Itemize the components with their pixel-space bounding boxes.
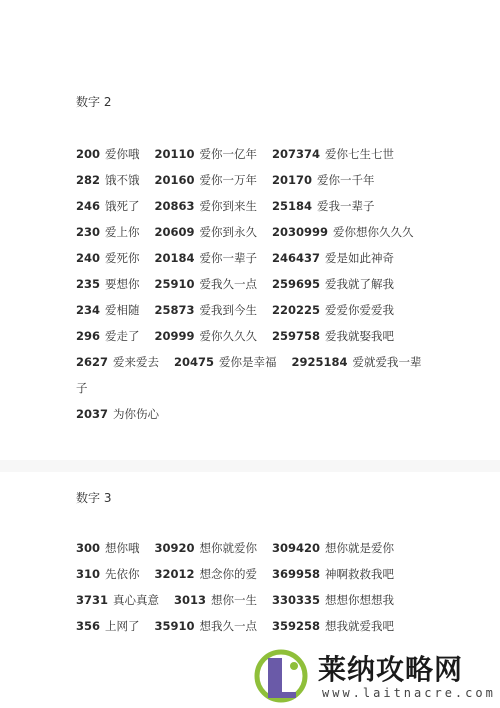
phrase-item (155, 567, 273, 581)
phrase-number: 20609 (154, 225, 195, 239)
phrase-number: 25184 (272, 199, 313, 213)
phrase-number: 2030999 (272, 225, 329, 239)
watermark-title: 莱纳攻略网 (318, 653, 464, 686)
phrase-number: 220225 (272, 303, 321, 317)
phrase-number: 235 (76, 277, 101, 291)
phrase-item (76, 199, 155, 213)
phrase-meaning: 爱就爱我一辈 (352, 355, 422, 369)
phrase-number: 259758 (272, 329, 321, 343)
phrase-number: 246 (76, 199, 101, 213)
phrase-number: 200 (76, 147, 101, 161)
phrase-item (272, 199, 375, 213)
phrase-number: 20475 (174, 355, 215, 369)
phrase-number: 32012 (154, 567, 195, 581)
phrase-item (76, 355, 174, 369)
phrase-meaning: 爱死你 (105, 251, 140, 265)
phrase-item (272, 541, 394, 555)
phrase-item (155, 225, 273, 239)
phrase-meaning: 爱你一辈子 (199, 251, 258, 265)
phrase-meaning: 爱你一千年 (317, 173, 375, 187)
phrase-meaning: 爱走了 (105, 329, 140, 343)
phrase-item (155, 147, 273, 161)
phrase-item (272, 593, 394, 607)
phrase-item (155, 541, 273, 555)
phrase-item (272, 225, 414, 239)
section-heading: 数字 3 (76, 491, 112, 505)
phrase-meaning: 神啊救救我吧 (325, 567, 395, 581)
phrase-number: 20863 (154, 199, 195, 213)
phrase-number: 234 (76, 303, 101, 317)
phrase-line (76, 351, 422, 373)
phrase-item (76, 225, 155, 239)
phrase-meaning: 爱你想你久久久 (333, 225, 414, 239)
watermark-url: www.laitnacre.com (322, 686, 496, 700)
phrase-meaning: 爱爱你爱爱我 (325, 303, 395, 317)
phrase-meaning: 想想你想想我 (325, 593, 395, 607)
phrase-meaning: 饿不饿 (105, 173, 140, 187)
phrase-number: 20184 (154, 251, 195, 265)
phrase-item (272, 619, 394, 633)
phrase-line (76, 615, 394, 637)
phrase-meaning: 爱你是幸福 (219, 355, 277, 369)
phrase-item (155, 619, 273, 633)
phrase-item (155, 329, 273, 343)
phrase-number: 246437 (272, 251, 321, 265)
phrase-meaning: 想你哦 (105, 541, 140, 555)
phrase-item (292, 355, 422, 369)
phrase-meaning: 真心真意 (113, 593, 160, 607)
phrase-item (76, 303, 155, 317)
phrase-number: 240 (76, 251, 101, 265)
phrase-item (76, 619, 155, 633)
phrase-line (76, 143, 394, 165)
phrase-item (76, 147, 155, 161)
phrase-meaning: 爱你久久久 (199, 329, 258, 343)
phrase-number: 20170 (272, 173, 313, 187)
phrase-line (76, 589, 394, 611)
phrase-number: 207374 (272, 147, 321, 161)
phrase-item (76, 329, 155, 343)
phrase-number: 300 (76, 541, 101, 555)
phrase-item (155, 251, 273, 265)
phrase-number: 20110 (154, 147, 195, 161)
phrase-meaning: 先依你 (105, 567, 140, 581)
phrase-item (272, 173, 375, 187)
phrase-item (76, 251, 155, 265)
phrase-line (76, 221, 414, 243)
phrase-item (155, 199, 273, 213)
phrase-item (155, 277, 273, 291)
phrase-meaning: 爱来爱去 (113, 355, 160, 369)
phrase-meaning: 爱相随 (105, 303, 140, 317)
phrase-meaning: 爱我就娶我吧 (325, 329, 395, 343)
phrase-number: 2037 (76, 407, 109, 421)
phrase-number: 3731 (76, 593, 109, 607)
phrase-meaning: 想我就爱我吧 (325, 619, 395, 633)
phrase-item (272, 147, 394, 161)
phrase-line (76, 299, 394, 321)
phrase-meaning: 爱你到来生 (199, 199, 258, 213)
phrase-line (76, 195, 375, 217)
phrase-item (155, 303, 273, 317)
phrase-meaning: 想念你的爱 (199, 567, 258, 581)
phrase-meaning: 爱我一辈子 (317, 199, 375, 213)
phrase-item (76, 593, 174, 607)
phrase-number: 356 (76, 619, 101, 633)
phrase-meaning: 爱我到今生 (199, 303, 258, 317)
phrase-line (76, 563, 394, 585)
phrase-meaning: 要想你 (105, 277, 140, 291)
phrase-number: 2627 (76, 355, 109, 369)
phrase-number: 330335 (272, 593, 321, 607)
phrase-number: 296 (76, 329, 101, 343)
phrase-item (272, 251, 394, 265)
phrase-meaning: 为你伤心 (113, 407, 160, 421)
section-heading: 数字 2 (76, 95, 112, 109)
phrase-meaning: 上网了 (105, 619, 140, 633)
phrase-meaning: 子 (76, 381, 88, 395)
phrase-number: 369958 (272, 567, 321, 581)
phrase-meaning: 爱我就了解我 (325, 277, 395, 291)
phrase-number: 20160 (154, 173, 195, 187)
phrase-meaning: 想我久一点 (199, 619, 258, 633)
phrase-number: 25910 (154, 277, 195, 291)
phrase-item (174, 355, 292, 369)
phrase-meaning: 饿死了 (105, 199, 140, 213)
phrase-number: 25873 (154, 303, 195, 317)
phrase-number: 359258 (272, 619, 321, 633)
phrase-item (76, 381, 88, 395)
phrase-number: 309420 (272, 541, 321, 555)
phrase-item (272, 329, 394, 343)
phrase-line (76, 169, 375, 191)
phrase-line (76, 247, 394, 269)
phrase-meaning: 爱你一亿年 (199, 147, 258, 161)
phrase-meaning: 爱上你 (105, 225, 140, 239)
phrase-meaning: 爱我久一点 (199, 277, 258, 291)
phrase-item (76, 173, 155, 187)
phrase-number: 310 (76, 567, 101, 581)
phrase-item (76, 567, 155, 581)
phrase-item (155, 173, 273, 187)
section-divider (0, 460, 500, 472)
phrase-number: 2925184 (291, 355, 348, 369)
phrase-line (76, 537, 394, 559)
phrase-meaning: 爱你一万年 (199, 173, 258, 187)
phrase-meaning: 爱你七生七世 (325, 147, 395, 161)
phrase-line (76, 325, 394, 347)
phrase-number: 30920 (154, 541, 195, 555)
phrase-line (76, 377, 88, 399)
phrase-item (76, 407, 159, 421)
phrase-meaning: 想你就是爱你 (325, 541, 395, 555)
phrase-meaning: 爱是如此神奇 (325, 251, 395, 265)
phrase-number: 20999 (154, 329, 195, 343)
watermark (250, 646, 500, 708)
phrase-item (76, 277, 155, 291)
phrase-number: 282 (76, 173, 101, 187)
phrase-number: 35910 (154, 619, 195, 633)
phrase-meaning: 想你就爱你 (199, 541, 258, 555)
phrase-number: 259695 (272, 277, 321, 291)
phrase-item (174, 593, 272, 607)
phrase-line (76, 403, 159, 425)
phrase-number: 230 (76, 225, 101, 239)
phrase-item (76, 541, 155, 555)
phrase-item (272, 567, 394, 581)
phrase-number: 3013 (174, 593, 207, 607)
phrase-item (272, 303, 394, 317)
phrase-meaning: 爱你到永久 (199, 225, 258, 239)
phrase-line (76, 273, 394, 295)
phrase-meaning: 爱你哦 (105, 147, 140, 161)
phrase-item (272, 277, 394, 291)
site-logo-icon (254, 648, 308, 704)
phrase-meaning: 想你一生 (211, 593, 258, 607)
